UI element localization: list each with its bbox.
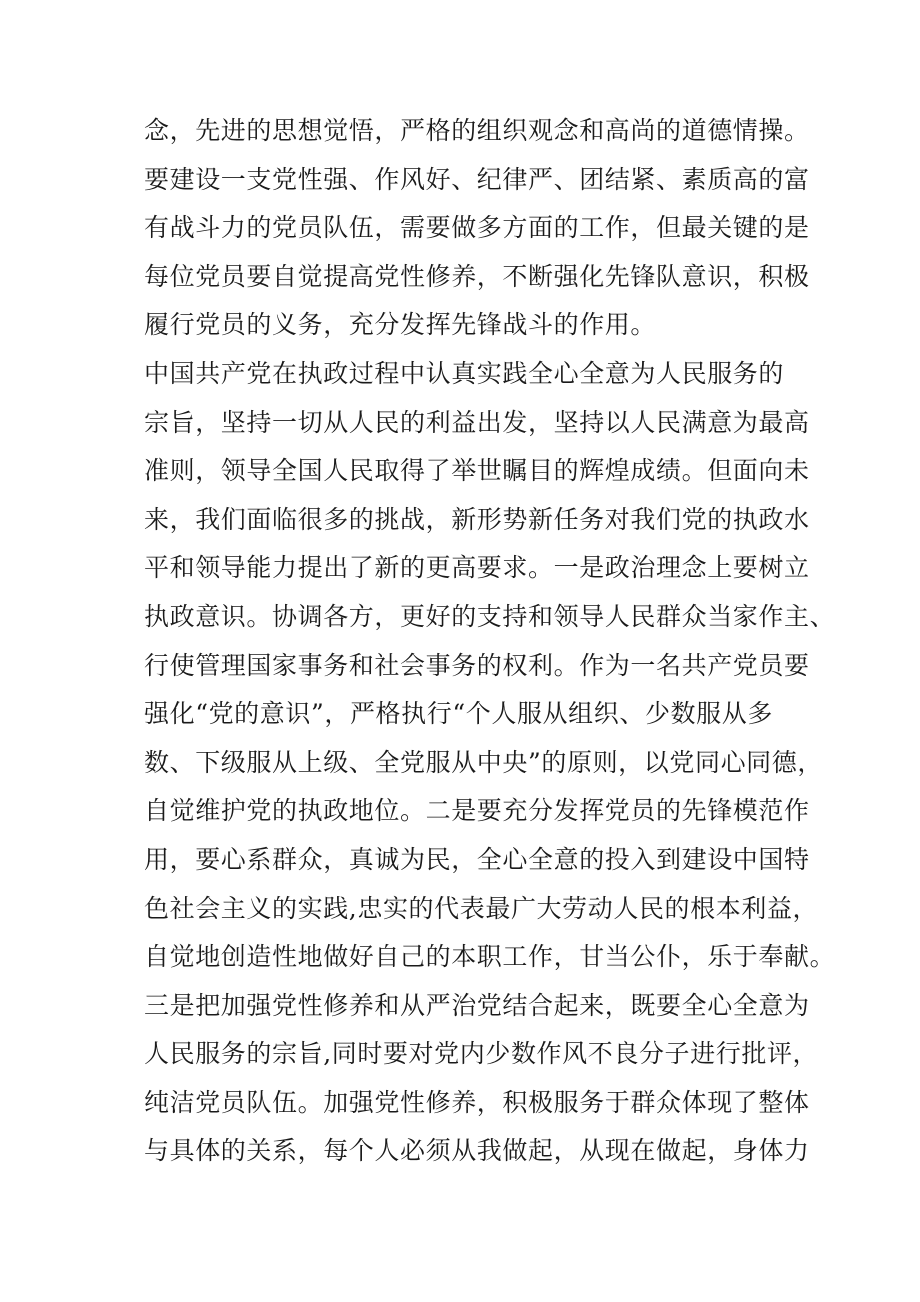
text-line: 数、下级服从上级、全党服从中央”的原则，以党同心同德， [144, 747, 823, 777]
text-line: 自觉地创造性地做好自己的本职工作，甘当公仆，乐于奉献。 [144, 942, 836, 972]
document-body-text [144, 107, 836, 1176]
text-line: 执政意识。协调各方，更好的支持和领导人民群众当家作主、 [144, 601, 836, 631]
text-line: 宗旨，坚持一切从人民的利益出发，坚持以人民满意为最高 [144, 407, 810, 437]
text-line: 与具体的关系，每个人必须从我做起，从现在做起，身体力 [144, 1136, 810, 1166]
text-line: 来，我们面临很多的挑战，新形势新任务对我们党的执政水 [144, 504, 810, 534]
text-line: 有战斗力的党员队伍，需要做多方面的工作，但最关键的是 [144, 213, 810, 243]
text-line: 自觉维护党的执政地位。二是要充分发挥党员的先锋模范作 [144, 796, 810, 826]
text-line: 纯洁党员队伍。加强党性修养，积极服务于群众体现了整体 [144, 1087, 810, 1117]
text-line: 念，先进的思想觉悟，严格的组织观念和高尚的道德情操。 [144, 116, 810, 145]
text-line: 强化“党的意识”，严格执行“个人服从组织、少数服从多 [144, 699, 773, 729]
text-line: 平和领导能力提出了新的更高要求。一是政治理念上要树立 [144, 553, 810, 583]
text-line: 中国共产党在执政过程中认真实践全心全意为人民服务的 [144, 358, 785, 388]
text-line: 人民服务的宗旨,同时要对党内少数作风不良分子进行批评， [144, 1039, 819, 1069]
text-line: 每位党员要自觉提高党性修养，不断强化先锋队意识，积极 [144, 261, 810, 291]
text-line: 色社会主义的实践,忠实的代表最广大劳动人民的根本利益， [144, 893, 819, 923]
text-line: 准则，领导全国人民取得了举世瞩目的辉煌成绩。但面向未 [144, 456, 810, 486]
text-line: 履行党员的义务，充分发挥先锋战斗的作用。 [144, 310, 657, 340]
text-line: 用，要心系群众，真诚为民，全心全意的投入到建设中国特 [144, 844, 810, 874]
text-line: 要建设一支党性强、作风好、纪律严、团结紧、素质高的富 [144, 164, 810, 194]
text-line: 三是把加强党性修养和从严治党结合起来，既要全心全意为 [144, 990, 810, 1020]
text-line: 行使管理国家事务和社会事务的权利。作为一名共产党员要 [144, 650, 810, 680]
